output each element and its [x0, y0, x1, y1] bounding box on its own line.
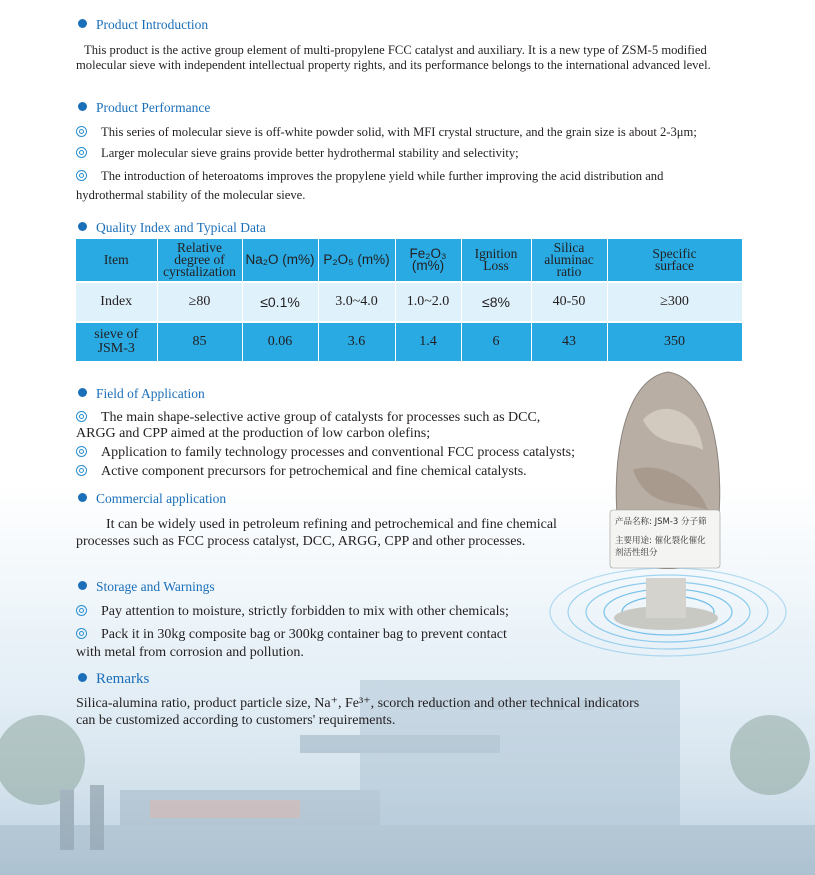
table-cell: 6	[461, 322, 531, 361]
product-sample-jar-image	[548, 360, 810, 660]
section-heading-application: Field of Application	[78, 386, 205, 402]
circle-bullet-icon	[76, 628, 87, 639]
table-cell: 1.0~2.0	[395, 282, 461, 322]
table-header-cell: Silica aluminac ratio	[531, 239, 607, 282]
application-item: Active component precursors for petrochemical and fine chemical catalysts.	[76, 463, 527, 480]
quality-table	[76, 239, 743, 361]
bullet-dot-icon	[78, 493, 87, 502]
table-cell: 350	[607, 322, 742, 361]
bullet-dot-icon	[78, 102, 87, 111]
bullet-dot-icon	[78, 222, 87, 231]
table-header-cell: Na₂O (m%)	[242, 239, 318, 282]
section-heading-quality: Quality Index and Typical Data	[78, 220, 266, 236]
table-header-cell: Ignition Loss	[461, 239, 531, 282]
circle-bullet-icon	[76, 170, 87, 181]
table-cell: ≤0.1%	[242, 282, 318, 322]
storage-item: Pay attention to moisture, strictly forbidden to mix with other chemicals;	[76, 603, 509, 620]
section-heading-commercial: Commercial application	[78, 491, 226, 507]
storage-item-continued: with metal from corrosion and pollution.	[76, 645, 304, 660]
jar-label-line: 主要用途: 催化裂化催化	[615, 536, 706, 546]
application-item: Application to family technology processes and conventional FCC process catalysts;	[76, 444, 575, 461]
circle-bullet-icon	[76, 147, 87, 158]
table-row	[76, 322, 742, 361]
table-cell: 3.6	[318, 322, 395, 361]
application-item-continued: ARGG and CPP aimed at the production of low carbon olefins;	[76, 426, 431, 441]
section-heading-remarks: Remarks	[78, 671, 149, 688]
table-header-cell: P₂O₅ (m%)	[318, 239, 395, 282]
remarks-text: Silica-alumina ratio, product particle size, Na⁺, Fe³⁺, scorch reduction and other technical indicators can be customized according to customers' requirements.	[76, 696, 640, 728]
circle-bullet-icon	[76, 465, 87, 476]
section-heading-storage: Storage and Warnings	[78, 579, 215, 595]
bullet-dot-icon	[78, 673, 87, 682]
table-cell: ≥300	[607, 282, 742, 322]
table-cell: Index	[76, 282, 157, 322]
table-header-row	[76, 239, 742, 282]
circle-bullet-icon	[76, 605, 87, 616]
performance-item: The introduction of heteroatoms improves the propylene yield while further improving the acid distribution and	[76, 169, 663, 184]
storage-item: Pack it in 30kg composite bag or 300kg container bag to prevent contact	[76, 626, 507, 643]
table-row	[76, 282, 742, 322]
table-header-cell: Fe₂O₃ (m%)	[395, 239, 461, 282]
jar-label-line: 产品名称: JSM-3 分子筛	[615, 517, 707, 527]
table-cell: 40-50	[531, 282, 607, 322]
bullet-dot-icon	[78, 581, 87, 590]
table-header-cell: Relative degree of cyrstalization	[157, 239, 242, 282]
table-cell: 3.0~4.0	[318, 282, 395, 322]
circle-bullet-icon	[76, 411, 87, 422]
table-cell: 0.06	[242, 322, 318, 361]
bullet-dot-icon	[78, 19, 87, 28]
performance-item: Larger molecular sieve grains provide better hydrothermal stability and selectivity;	[76, 146, 519, 161]
table-cell: ≤8%	[461, 282, 531, 322]
circle-bullet-icon	[76, 446, 87, 457]
circle-bullet-icon	[76, 126, 87, 137]
application-item: The main shape-selective active group of catalysts for processes such as DCC,	[76, 409, 540, 426]
table-header-cell: Specific surface	[607, 239, 742, 282]
table-cell: ≥80	[157, 282, 242, 322]
jar-label	[615, 516, 725, 559]
table-cell: 43	[531, 322, 607, 361]
commercial-text: It can be widely used in petroleum refining and petrochemical and fine chemical processes such as FCC process catalyst, DCC, ARGG, CPP and other processes.	[76, 517, 557, 549]
table-cell: sieve of JSM-3	[76, 322, 157, 361]
jar-label-line: 剂活性组分	[615, 548, 658, 558]
performance-item-continued: hydrothermal stability of the molecular sieve.	[76, 188, 306, 202]
table-header-cell: Item	[76, 239, 157, 282]
performance-item: This series of molecular sieve is off-white powder solid, with MFI crystal structure, and the grain size is about 2-3μm;	[76, 125, 697, 140]
table-cell: 1.4	[395, 322, 461, 361]
intro-text: This product is the active group element of multi-propylene FCC catalyst and auxiliary. It is a new type of ZSM-5 modified molecular sieve with independent intellectual property rights, and its performance belongs to the international advanced level.	[76, 43, 711, 72]
section-heading-intro: Product Introduction	[78, 17, 208, 33]
table-cell: 85	[157, 322, 242, 361]
section-heading-performance: Product Performance	[78, 100, 210, 116]
bullet-dot-icon	[78, 388, 87, 397]
